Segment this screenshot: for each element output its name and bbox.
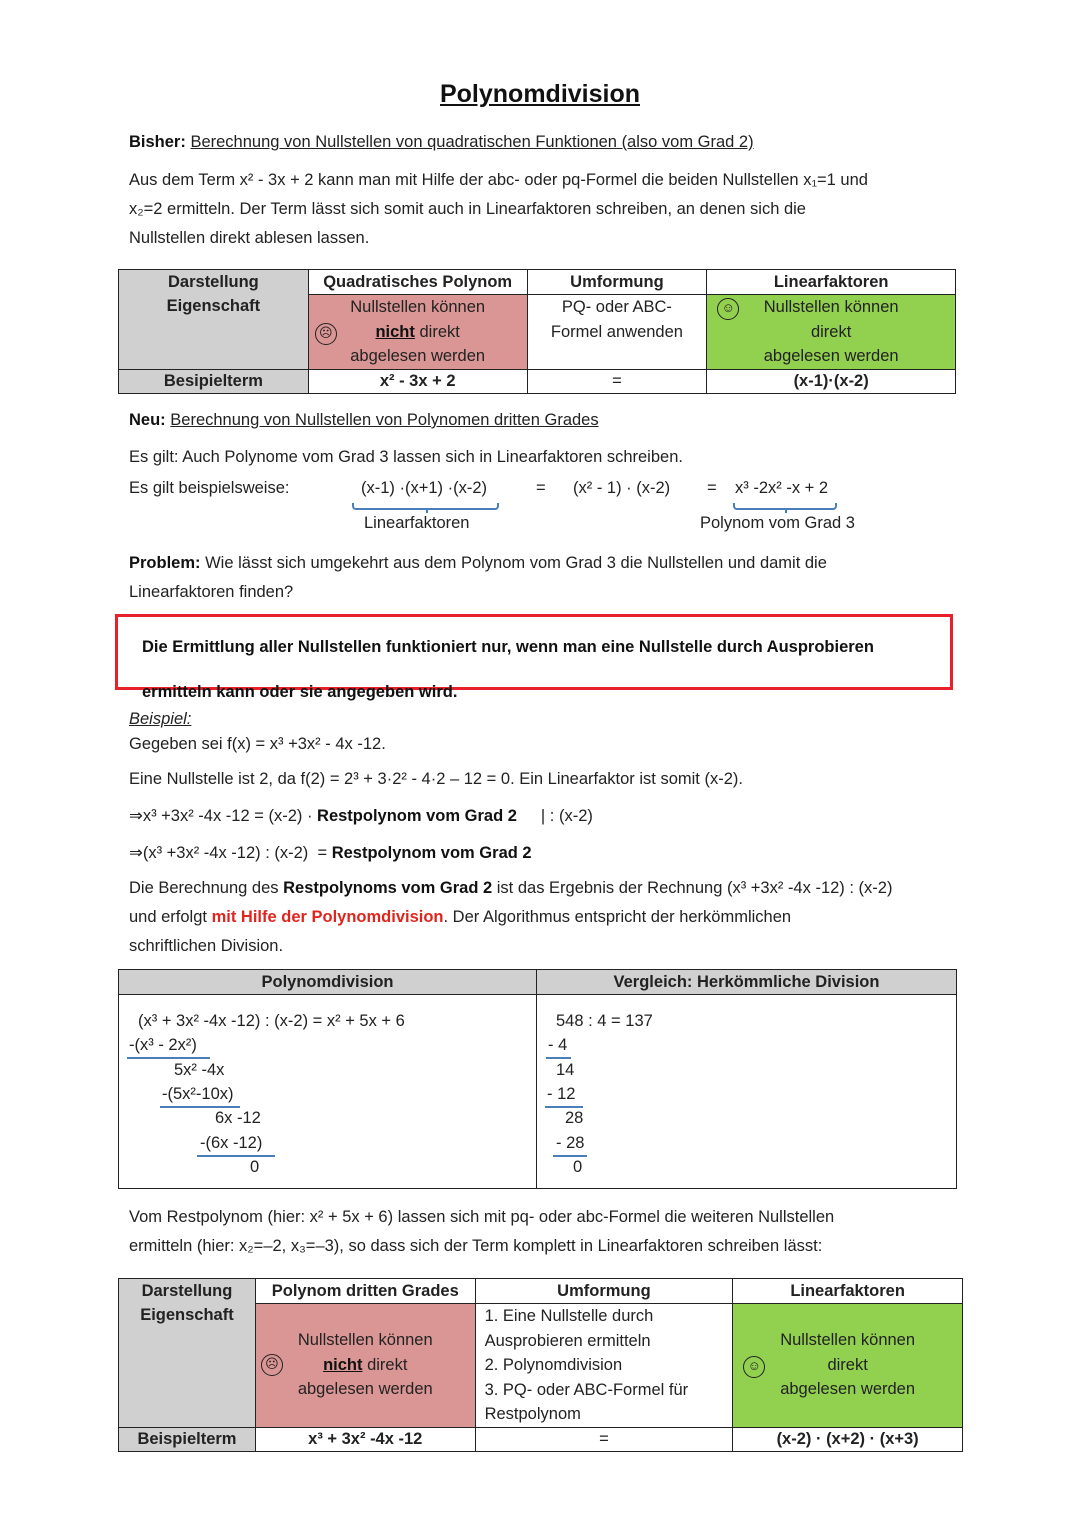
polydiv-line-3: 5x² -4x bbox=[174, 1061, 225, 1079]
polydiv-underline-1 bbox=[127, 1057, 210, 1059]
t1-linear-line1: Nullstellen können bbox=[763, 298, 899, 316]
problem-text: Wie lässt sich umgekehrt aus dem Polynom vom Grad 3 die Nullstellen und damit die bbox=[205, 554, 827, 572]
rest-line-2: ermitteln (hier: x₂=–2, x₃=–3), so dass sich der Term komplett in Linearfaktoren schreiben lässt: bbox=[129, 1237, 823, 1255]
t1-eigenschaft: Eigenschaft bbox=[166, 297, 261, 315]
beispiel-label: Beispiel: bbox=[129, 710, 192, 728]
polydiv-line-5: 6x -12 bbox=[215, 1109, 261, 1127]
t2-polynom-line2 bbox=[256, 1353, 475, 1378]
t1-umformung-cell bbox=[527, 270, 707, 370]
neu-text: Berechnung von Nullstellen von Polynomen dritten Grades bbox=[170, 411, 599, 429]
callout-line-1: Die Ermittlung aller Nullstellen funktioniert nur, wenn man eine Nullstelle durch Ausprobieren bbox=[142, 638, 874, 656]
explain-p1: Die Berechnung des bbox=[129, 879, 284, 897]
t2-linear-line2: direkt bbox=[827, 1355, 868, 1374]
explain-p1c: ist das Ergebnis der Rechnung (x³ +3x² -4x -12) : (x-2) bbox=[492, 879, 893, 897]
problem-line-2: Linearfaktoren finden? bbox=[129, 583, 294, 601]
callout-line-2: ermitteln kann oder sie angegeben wird. bbox=[142, 683, 458, 701]
t2-umformung-line2: Ausprobieren ermitteln bbox=[484, 1331, 651, 1350]
bisher-line bbox=[129, 128, 959, 157]
happy-face-icon: ☺ bbox=[743, 1356, 765, 1378]
t1-label-cell bbox=[119, 270, 309, 370]
explain-highlight: mit Hilfe der Polynomdivision bbox=[211, 908, 444, 926]
plaindiv-underline-3 bbox=[553, 1155, 587, 1157]
t1-umformung-line1: PQ- oder ABC- bbox=[561, 298, 672, 316]
intro-line-1: Aus dem Term x² - 3x + 2 kann man mit Hilfe der abc- oder pq-Formel die beiden Nullstellen x₁=1 und bbox=[129, 171, 868, 189]
polydiv-underline-3 bbox=[197, 1155, 275, 1157]
happy-face-icon: ☺ bbox=[717, 298, 739, 320]
intro-line-2: x₂=2 ermitteln. Der Term lässt sich somit auch in Linearfaktoren schreiben, an denen sich die bbox=[129, 200, 806, 218]
t2-umformung-header: Umformung bbox=[476, 1279, 733, 1304]
step2-rest: Restpolynom vom Grad 2 bbox=[331, 844, 532, 862]
t2-polynom-cell bbox=[255, 1279, 475, 1428]
linear-factors-caption: Linearfaktoren bbox=[364, 514, 470, 532]
t1-quadratic-line1: Nullstellen können bbox=[350, 298, 486, 316]
plaindiv-line-7: 0 bbox=[573, 1158, 583, 1176]
example-linear-factors: (x-1) ·(x+1) ·(x-2) bbox=[361, 479, 488, 497]
beispiel-root: Eine Nullstelle ist 2, da f(2) = 2³ + 3·2² - 4·2 – 12 = 0. Ein Linearfaktor ist somit (x-2). bbox=[129, 770, 743, 788]
t1-umformung-line2: Formel anwenden bbox=[550, 322, 683, 341]
t2-equals: = bbox=[475, 1427, 733, 1451]
t2-umformung-line1: 1. Eine Nullstelle durch bbox=[484, 1307, 654, 1325]
sad-face-icon: ☹ bbox=[315, 323, 337, 345]
t1-darstellung: Darstellung bbox=[168, 273, 259, 291]
t1-beispielterm-label: Besipielterm bbox=[119, 369, 309, 393]
division-header-left: Polynomdivision bbox=[119, 970, 536, 995]
polydiv-line-4: -(5x²-10x) bbox=[162, 1085, 234, 1103]
polydiv-line-2: -(x³ - 2x²) bbox=[129, 1036, 197, 1054]
t2-darstellung: Darstellung bbox=[141, 1282, 233, 1300]
explain-p2: und erfolgt bbox=[129, 908, 212, 926]
polydiv-underline-2 bbox=[160, 1106, 240, 1108]
t1-quadratic-header: Quadratisches Polynom bbox=[309, 270, 527, 295]
es-gilt-line: Es gilt: Auch Polynome vom Grad 3 lassen sich in Linearfaktoren schreiben. bbox=[129, 448, 683, 466]
linear-factors-brace bbox=[352, 503, 499, 510]
t2-polynom-line3: abgelesen werden bbox=[297, 1380, 433, 1398]
plaindiv-underline-1 bbox=[546, 1057, 571, 1059]
plaindiv-line-4: - 12 bbox=[547, 1085, 576, 1103]
important-callout-box bbox=[115, 614, 953, 701]
example-equals-2: = bbox=[707, 479, 717, 497]
rest-paragraph bbox=[129, 1203, 959, 1261]
comparison-table-2 bbox=[118, 1278, 963, 1452]
bisher-text: Berechnung von Nullstellen von quadratischen Funktionen (also vom Grad 2) bbox=[190, 133, 754, 151]
t1-quadratic-term: x² - 3x + 2 bbox=[308, 369, 527, 393]
t1-linear-cell bbox=[707, 270, 956, 370]
t1-quadratic-line2 bbox=[309, 320, 527, 345]
page-title: Polynomdivision bbox=[439, 80, 641, 108]
neu-label: Neu: bbox=[129, 411, 166, 429]
example-label: Es gilt beispielsweise: bbox=[129, 479, 290, 497]
t2-polynom-term: x³ + 3x² -4x -12 bbox=[255, 1427, 475, 1451]
plaindiv-line-1: 548 : 4 = 137 bbox=[556, 1012, 653, 1030]
example-middle: (x² - 1) · (x-2) bbox=[573, 479, 671, 497]
t2-umformung-cell bbox=[475, 1279, 733, 1428]
problem-label: Problem: bbox=[129, 554, 201, 572]
step1-divide: | : (x-2) bbox=[540, 807, 593, 825]
t2-eigenschaft: Eigenschaft bbox=[140, 1306, 234, 1324]
step1-expression: ⇒x³ +3x² -4x -12 = (x-2) · bbox=[129, 807, 318, 825]
t2-umformung-line4: 3. PQ- oder ABC-Formel für bbox=[484, 1380, 689, 1399]
problem-line-1 bbox=[129, 549, 959, 578]
t1-direkt: direkt bbox=[419, 322, 460, 341]
t1-equals: = bbox=[527, 369, 707, 393]
division-header-right: Vergleich: Herkömmliche Division bbox=[537, 970, 956, 995]
problem-paragraph bbox=[129, 549, 959, 607]
t2-umformung-line3: 2. Polynomdivision bbox=[484, 1356, 623, 1374]
t2-linear-line1: Nullstellen können bbox=[780, 1331, 916, 1349]
t1-linear-line2: direkt bbox=[810, 322, 852, 341]
plaindiv-underline-2 bbox=[545, 1106, 583, 1108]
explain-p2c: . Der Algorithmus entspricht der herkömmlichen bbox=[443, 908, 792, 926]
polydiv-line-6: -(6x -12) bbox=[200, 1134, 263, 1152]
t2-polynom-header: Polynom dritten Grades bbox=[256, 1279, 475, 1304]
example-polynomial: x³ -2x² -x + 2 bbox=[735, 479, 829, 497]
t2-linear-header: Linearfaktoren bbox=[733, 1279, 962, 1304]
plaindiv-line-6: - 28 bbox=[556, 1134, 585, 1152]
polynomial-caption: Polynom vom Grad 3 bbox=[700, 514, 855, 532]
beispiel-step-1 bbox=[129, 806, 593, 826]
t1-nicht: nicht bbox=[375, 322, 415, 341]
example-equals-1: = bbox=[536, 479, 546, 497]
neu-line bbox=[129, 406, 959, 435]
intro-paragraph bbox=[129, 166, 959, 253]
t2-linear-term: (x-2) · (x+2) · (x+3) bbox=[733, 1427, 963, 1451]
polynomial-brace bbox=[733, 503, 837, 510]
sad-face-icon: ☹ bbox=[261, 1354, 283, 1376]
t1-linear-term: (x-1)·(x-2) bbox=[707, 369, 956, 393]
beispiel-step-2 bbox=[129, 843, 532, 863]
comparison-table-1 bbox=[118, 269, 956, 394]
t2-umformung-line5: Restpolynom bbox=[484, 1405, 581, 1423]
intro-line-3: Nullstellen direkt ablesen lassen. bbox=[129, 229, 370, 247]
t1-linear-line3: abgelesen werden bbox=[763, 347, 899, 365]
plaindiv-line-5: 28 bbox=[565, 1109, 584, 1127]
t2-nicht: nicht bbox=[323, 1355, 363, 1374]
explain-line-1 bbox=[129, 874, 959, 903]
t2-linear-line3: abgelesen werden bbox=[780, 1380, 916, 1398]
t2-direkt: direkt bbox=[367, 1355, 408, 1374]
t1-linear-header: Linearfaktoren bbox=[707, 270, 955, 295]
t2-label-cell bbox=[119, 1279, 256, 1428]
beispiel-given: Gegeben sei f(x) = x³ +3x² - 4x -12. bbox=[129, 735, 386, 753]
step1-rest: Restpolynom vom Grad 2 bbox=[317, 807, 517, 825]
step2-expression: ⇒(x³ +3x² -4x -12) : (x-2) = bbox=[129, 844, 332, 862]
t1-quadratic-cell bbox=[308, 270, 527, 370]
plaindiv-line-3: 14 bbox=[556, 1061, 575, 1079]
explain-line-3: schriftlichen Division. bbox=[129, 937, 284, 955]
t1-umformung-header: Umformung bbox=[528, 270, 707, 295]
t2-polynom-line1: Nullstellen können bbox=[297, 1331, 433, 1349]
division-divider bbox=[536, 970, 537, 1188]
explain-line-2 bbox=[129, 903, 959, 932]
bisher-label: Bisher: bbox=[129, 133, 186, 151]
explain-paragraph bbox=[129, 874, 959, 961]
t1-quadratic-line3: abgelesen werden bbox=[350, 347, 486, 365]
t2-beispielterm-label: Beispielterm bbox=[119, 1427, 256, 1451]
t2-linear-cell bbox=[733, 1279, 963, 1428]
polydiv-line-7: 0 bbox=[250, 1158, 260, 1176]
plaindiv-line-2: - 4 bbox=[548, 1036, 568, 1054]
polydiv-line-1: (x³ + 3x² -4x -12) : (x-2) = x² + 5x + 6 bbox=[138, 1012, 405, 1030]
rest-line-1: Vom Restpolynom (hier: x² + 5x + 6) lassen sich mit pq- oder abc-Formel die weiteren Nullstellen bbox=[129, 1208, 835, 1226]
explain-p1b: Restpolynoms vom Grad 2 bbox=[283, 879, 493, 897]
